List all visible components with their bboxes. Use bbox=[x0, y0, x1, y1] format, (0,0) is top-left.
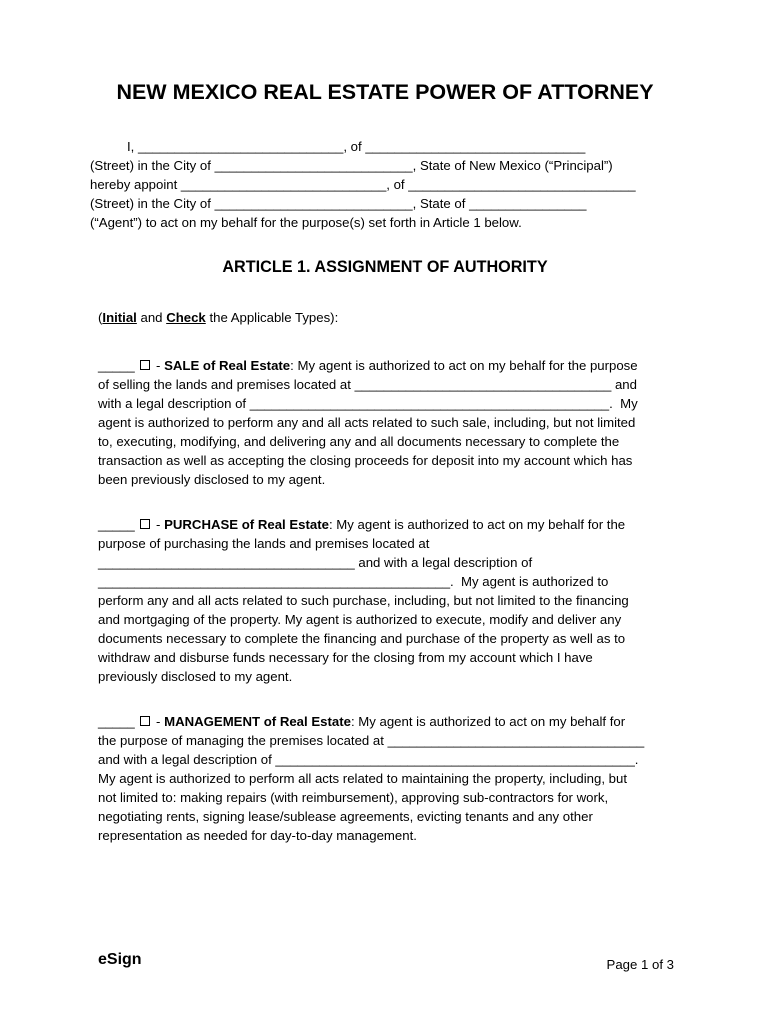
purchase-title: PURCHASE of Real Estate bbox=[164, 517, 329, 532]
sale-line-1 bbox=[98, 356, 678, 375]
sale-initial-blank[interactable]: _____ bbox=[98, 358, 139, 373]
sale-line-7: been previously disclosed to my agent. bbox=[98, 472, 326, 487]
purchase-line-2: purpose of purchasing the lands and premises located at bbox=[98, 536, 430, 551]
sale-checkbox[interactable] bbox=[140, 360, 150, 370]
purchase-checkbox[interactable] bbox=[140, 519, 150, 529]
instruction-rest: the Applicable Types): bbox=[205, 310, 339, 325]
purchase-line-1-rest: : My agent is authorized to act on my behalf for the bbox=[328, 517, 626, 532]
intro-line-4: (Street) in the City of ___________________________, State of ________________ bbox=[90, 196, 587, 211]
purchase-line-6: and mortgaging of the property. My agent is authorized to execute, modify and deliver any bbox=[98, 612, 622, 627]
purchase-line-5: perform any and all acts related to such purchase, including, but not limited to the financing bbox=[98, 593, 629, 608]
instruction-check: Check bbox=[166, 310, 206, 325]
purchase-line-1 bbox=[98, 515, 678, 534]
purchase-section bbox=[98, 515, 678, 686]
sale-line-4: agent is authorized to perform any and all acts related to such sale, including, but not limited bbox=[98, 415, 636, 430]
sale-line-6: transaction as well as accepting the closing proceeds for deposit into my account which has bbox=[98, 453, 633, 468]
purchase-dash: - bbox=[152, 517, 165, 532]
management-line-2: the purpose of managing the premises located at ___________________________________ bbox=[98, 733, 645, 748]
sale-line-2: of selling the lands and premises located at ___________________________________ and bbox=[98, 377, 637, 392]
purchase-line-4: ________________________________________________. My agent is authorized to bbox=[98, 574, 609, 589]
sale-section bbox=[98, 356, 678, 489]
intro-line-2: (Street) in the City of ___________________________, State of New Mexico (“Principal”) bbox=[90, 158, 613, 173]
document-title: NEW MEXICO REAL ESTATE POWER OF ATTORNEY bbox=[116, 80, 654, 104]
sale-dash: - bbox=[152, 358, 165, 373]
management-checkbox[interactable] bbox=[140, 716, 150, 726]
sale-line-3: with a legal description of _________________________________________________. My bbox=[98, 396, 638, 411]
management-line-5: not limited to: making repairs (with reimbursement), approving sub-contractors for work, bbox=[98, 790, 609, 805]
sale-line-1-rest: : My agent is authorized to act on my behalf for the purpose bbox=[290, 358, 638, 373]
sale-title: SALE of Real Estate bbox=[164, 358, 291, 373]
sale-line-5: to, executing, modifying, and delivering any and all documents necessary to complete the bbox=[98, 434, 620, 449]
intro-line-5: (“Agent”) to act on my behalf for the purpose(s) set forth in Article 1 below. bbox=[90, 215, 522, 230]
purchase-line-3: ___________________________________ and with a legal description of bbox=[98, 555, 533, 570]
instruction-line bbox=[98, 308, 338, 327]
esign-logo: eSign bbox=[98, 951, 142, 968]
management-line-1 bbox=[98, 712, 678, 731]
page-number: Page 1 of 3 bbox=[606, 957, 674, 972]
management-initial-blank[interactable]: _____ bbox=[98, 714, 139, 729]
instruction-initial: Initial bbox=[102, 310, 137, 325]
purchase-line-7: documents necessary to complete the financing and purchase of the property as well as to bbox=[98, 631, 626, 646]
intro-paragraph bbox=[90, 137, 680, 232]
management-line-6: negotiating rents, signing lease/sublease agreements, evicting tenants and any other bbox=[98, 809, 593, 824]
management-dash: - bbox=[152, 714, 165, 729]
management-section bbox=[98, 712, 678, 845]
management-line-1-rest: : My agent is authorized to act on my behalf for bbox=[350, 714, 626, 729]
management-line-3: and with a legal description of _________________________________________________. bbox=[98, 752, 639, 767]
purchase-line-9: previously disclosed to my agent. bbox=[98, 669, 293, 684]
instruction-and: and bbox=[136, 310, 167, 325]
management-line-7: representation as needed for day-to-day management. bbox=[98, 828, 417, 843]
purchase-line-8: withdraw and disburse funds necessary for the closing from my account which I have bbox=[98, 650, 593, 665]
intro-line-1: I, ____________________________, of ______________________________ bbox=[127, 139, 586, 154]
management-line-4: My agent is authorized to perform all acts related to maintaining the property, including, but bbox=[98, 771, 628, 786]
article-1-heading: ARTICLE 1. ASSIGNMENT OF AUTHORITY bbox=[222, 258, 548, 276]
instruction-open: ( bbox=[98, 310, 103, 325]
intro-line-3: hereby appoint ____________________________, of _______________________________ bbox=[90, 177, 636, 192]
purchase-initial-blank[interactable]: _____ bbox=[98, 517, 139, 532]
management-title: MANAGEMENT of Real Estate bbox=[164, 714, 351, 729]
